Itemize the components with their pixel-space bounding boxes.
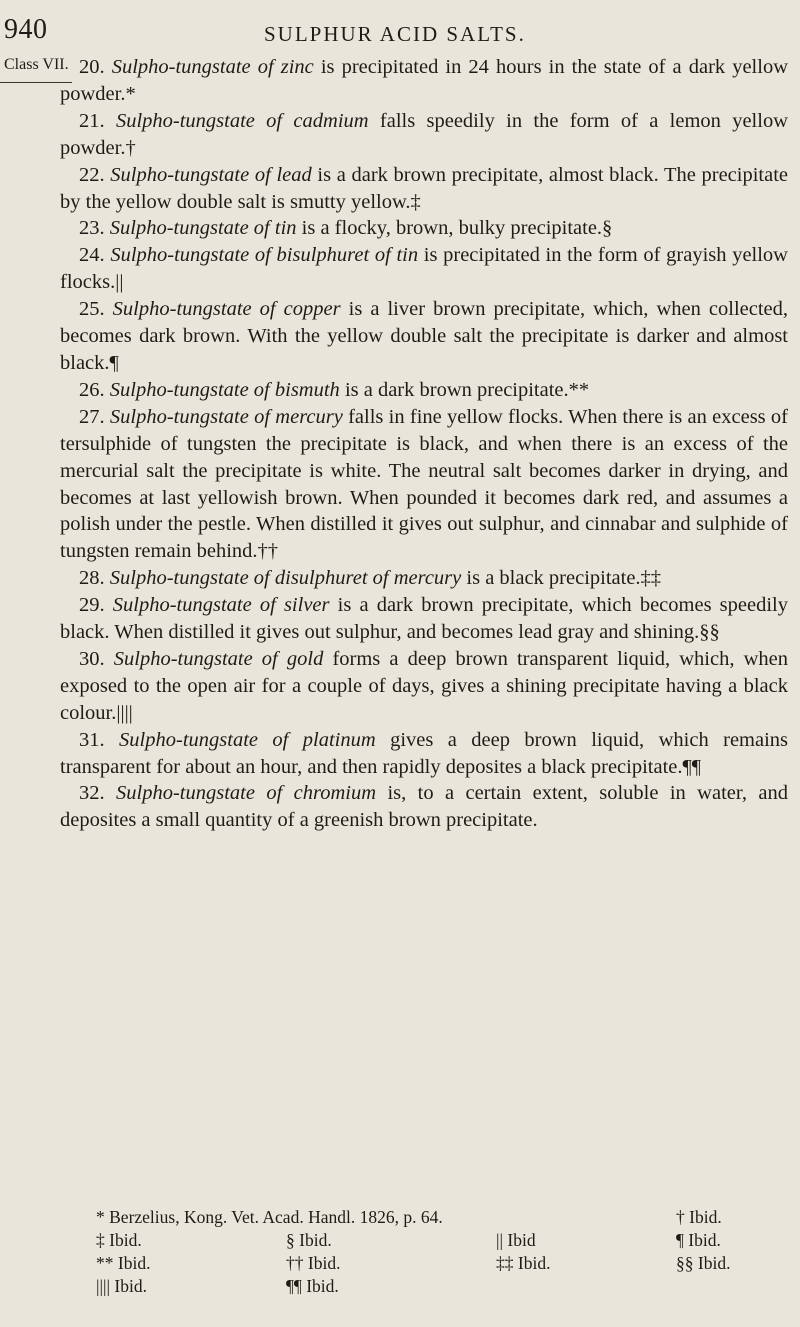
paragraph-number: 25. <box>79 298 113 321</box>
paragraph-number: 31. <box>79 728 120 751</box>
footnote: ¶¶ Ibid. <box>286 1276 339 1296</box>
paragraph-number: 22. <box>79 163 111 186</box>
paragraph-text: is a flocky, brown, bulky precipitate.§ <box>296 217 613 240</box>
paragraph-text: is precipitated in the form of grayish yellow flocks.|| <box>60 244 788 294</box>
paragraph-number: 27. <box>79 405 110 428</box>
footnote: ‡ Ibid. <box>96 1230 142 1250</box>
footnote: * Berzelius, Kong. Vet. Acad. Handl. 1826, p. 64. <box>96 1207 443 1227</box>
paragraph-text: falls in fine yellow flocks. When there is an excess of tersulphide of tungsten the precipitate is black, and when there is an excess of the mercurial salt the precipitate is white. The neutral salt becomes darker in drying, and becomes at last yellowish brown. When pounded it becomes dark red, and assumes a polish under the pestle. When distilled it gives out sulphur, and cinnabar and sulphide of tungsten remain behind.†† <box>60 405 788 563</box>
paragraph-heading: Sulpho-tungstate of copper <box>112 298 341 321</box>
paragraph-heading: Sulpho-tungstate of tin <box>109 217 297 240</box>
footnote: || Ibid <box>496 1230 536 1250</box>
paragraph <box>60 727 788 781</box>
paragraph <box>60 646 788 727</box>
paragraph-number: 20. <box>79 56 112 78</box>
paragraph-heading: Sulpho-tungstate of zinc <box>111 56 314 78</box>
paragraph <box>60 108 788 162</box>
paragraph-text: is a black precipitate.‡‡ <box>461 567 662 590</box>
paragraph-heading: Sulpho-tungstate of mercury <box>109 405 343 428</box>
footnote: § Ibid. <box>286 1230 332 1250</box>
footnote: † Ibid. <box>676 1207 722 1227</box>
paragraph <box>60 780 788 834</box>
paragraph <box>60 296 788 377</box>
paragraph-number: 29. <box>79 594 113 617</box>
paragraph <box>60 162 788 216</box>
paragraph-number: 30. <box>79 647 114 670</box>
page-number: 940 <box>4 14 48 45</box>
paragraph-heading: Sulpho-tungstate of silver <box>112 594 330 617</box>
paragraph-text: is precipitated in 24 hours in the state of a dark yellow powder.* <box>60 56 789 105</box>
paragraph <box>60 592 788 646</box>
footnote: §§ Ibid. <box>676 1253 731 1273</box>
footnote: ‡‡ Ibid. <box>496 1253 551 1273</box>
paragraph-heading: Sulpho-tungstate of platinum <box>119 728 376 751</box>
paragraph-text: is a liver brown precipitate, which, when collected, becomes dark brown. With the yellow double salt the precipitate is darker and almost black.¶ <box>60 298 789 374</box>
paragraph-text: falls speedily in the form of a lemon yellow powder.† <box>60 109 788 159</box>
paragraph-text: gives a deep brown liquid, which remains transparent for about an hour, and then rapidly deposites a black precipitate.¶¶ <box>60 728 789 778</box>
paragraph-heading: Sulpho-tungstate of bismuth <box>109 378 340 401</box>
running-title: SULPHUR ACID SALTS. <box>264 22 526 46</box>
footnote: ** Ibid. <box>96 1253 151 1273</box>
paragraph <box>60 377 788 404</box>
paragraph-heading: Sulpho-tungstate of bisulphuret of tin <box>110 244 419 267</box>
paragraph-text: forms a deep brown transparent liquid, which, when exposed to the open air for a couple of days, gives a shining precipitate having a black colour.|||| <box>60 647 788 724</box>
paragraph-heading: Sulpho-tungstate of lead <box>110 163 312 186</box>
paragraph <box>60 54 788 108</box>
footnote: †† Ibid. <box>286 1253 341 1273</box>
footnote: |||| Ibid. <box>96 1276 147 1296</box>
footnotes <box>96 1206 776 1298</box>
paragraph <box>60 565 788 592</box>
paragraph-number: 24. <box>79 244 111 267</box>
paragraph-heading: Sulpho-tungstate of cadmium <box>115 109 369 132</box>
paragraph-heading: Sulpho-tungstate of gold <box>113 647 324 670</box>
paragraph <box>60 404 788 565</box>
paragraph <box>60 242 788 296</box>
class-label: Class VII. <box>4 56 69 73</box>
paragraph-number: 21. <box>79 109 116 132</box>
paragraph-number: 28. <box>79 567 110 590</box>
body-text <box>60 54 788 834</box>
paragraph-number: 32. <box>79 782 117 805</box>
paragraph-text: is a dark brown precipitate, almost black. The precipitate by the yellow double salt is smutty yellow.‡ <box>60 163 788 213</box>
paragraph-text: is a dark brown precipitate.** <box>339 378 590 401</box>
paragraph-number: 23. <box>79 217 110 240</box>
footnote: ¶ Ibid. <box>676 1230 721 1250</box>
paragraph-text: is a dark brown precipitate, which becomes speedily black. When distilled it gives out sulphur, and becomes lead gray and shining.§§ <box>60 594 789 644</box>
page-header <box>4 14 780 54</box>
paragraph-number: 26. <box>79 378 110 401</box>
paragraph <box>60 215 788 242</box>
paragraph-text: is, to a certain extent, soluble in water, and deposites a small quantity of a greenish brown precipitate. <box>60 782 788 832</box>
paragraph-heading: Sulpho-tungstate of chromium <box>116 782 377 805</box>
paragraph-heading: Sulpho-tungstate of disulphuret of mercury <box>109 567 462 590</box>
